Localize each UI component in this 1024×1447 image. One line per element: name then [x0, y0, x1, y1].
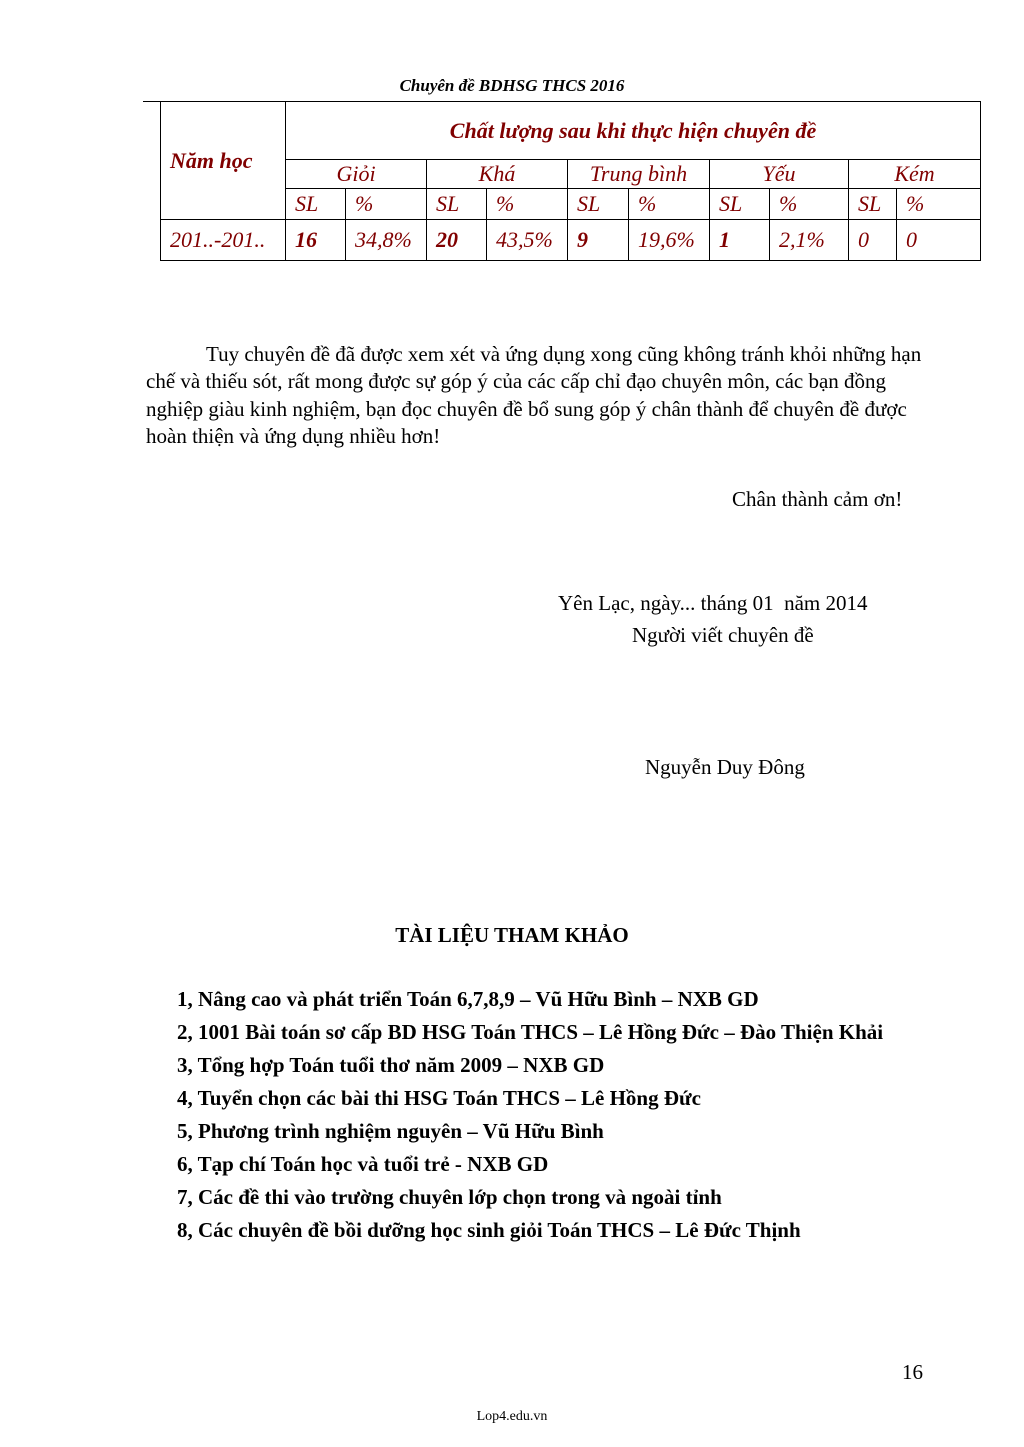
table-row: [161, 220, 981, 261]
reference-item: 2, 1001 Bài toán sơ cấp BD HSG Toán THCS – Lê Hồng Đức – Đào Thiện Khải: [177, 1020, 884, 1044]
category-header-yeu: Yếu: [710, 160, 849, 189]
author-signature-name: Nguyễn Duy Đông: [645, 755, 805, 779]
sub-header-sl: SL: [849, 189, 897, 220]
year-cell: 201..-201..: [161, 220, 286, 261]
category-header-gioi: Giỏi: [286, 160, 427, 189]
reference-item: 4, Tuyển chọn các bài thi HSG Toán THCS – Lê Hồng Đức: [177, 1086, 701, 1110]
sub-header-pct: %: [346, 189, 427, 220]
page-header-title: Chuyên đề BDHSG THCS 2016: [399, 76, 625, 95]
reference-item: 3, Tổng hợp Toán tuổi thơ năm 2009 – NXB GD: [177, 1053, 605, 1077]
category-header-kha: Khá: [427, 160, 568, 189]
year-column-header: Năm học: [161, 102, 286, 220]
sub-header-sl: SL: [710, 189, 770, 220]
reference-item: 6, Tạp chí Toán học và tuổi trẻ - NXB GD: [177, 1152, 549, 1176]
sub-header-pct: %: [770, 189, 849, 220]
page-number: 16: [902, 1360, 923, 1384]
sub-header-sl: SL: [427, 189, 487, 220]
gioi-sl-cell: 16: [286, 220, 346, 261]
yeu-sl-cell: 1: [710, 220, 770, 261]
thanks-line: Chân thành cảm ơn!: [732, 487, 903, 511]
trung-binh-pct-cell: 19,6%: [629, 220, 710, 261]
gioi-pct-cell: 34,8%: [346, 220, 427, 261]
category-header-trung-binh: Trung bình: [568, 160, 710, 189]
trung-binh-sl-cell: 9: [568, 220, 629, 261]
quality-table: [160, 101, 981, 261]
sub-header-sl: SL: [568, 189, 629, 220]
footer-site-label: Lop4.edu.vn: [476, 1409, 548, 1424]
sub-header-pct: %: [487, 189, 568, 220]
closing-paragraph: [146, 341, 936, 450]
kha-sl-cell: 20: [427, 220, 487, 261]
reference-item: 8, Các chuyên đề bồi dưỡng học sinh giỏi Toán THCS – Lê Đức Thịnh: [177, 1218, 801, 1242]
references-title: TÀI LIỆU THAM KHẢO: [395, 923, 629, 947]
category-header-kem: Kém: [849, 160, 981, 189]
place-date-line: Yên Lạc, ngày... tháng 01 năm 2014: [558, 591, 868, 615]
sub-header-sl: SL: [286, 189, 346, 220]
closing-paragraph-text: Tuy chuyên đề đã được xem xét và ứng dụng xong cũng không tránh khỏi những hạn chế và thiếu sót, rất mong được sự góp ý của các cấp chỉ đạo chuyên môn, các bạn đồng nghiệp giàu kinh nghiệm, bạn đọc chuyên đề bổ sung góp ý chân thành để chuyên đề được hoàn thiện và ứng dụng nhiều hơn!: [146, 342, 922, 448]
yeu-pct-cell: 2,1%: [770, 220, 849, 261]
kem-sl-cell: 0: [849, 220, 897, 261]
quality-group-header: Chất lượng sau khi thực hiện chuyên đề: [286, 102, 981, 160]
reference-item: 5, Phương trình nghiệm nguyên – Vũ Hữu Bình: [177, 1119, 604, 1143]
writer-label: Người viết chuyên đề: [632, 623, 814, 647]
kha-pct-cell: 43,5%: [487, 220, 568, 261]
kem-pct-cell: 0: [897, 220, 981, 261]
reference-item: 7, Các đề thi vào trường chuyên lớp chọn trong và ngoài tỉnh: [177, 1185, 722, 1209]
references-list: [177, 986, 917, 1250]
sub-header-pct: %: [897, 189, 981, 220]
sub-header-pct: %: [629, 189, 710, 220]
reference-item: 1, Nâng cao và phát triển Toán 6,7,8,9 – Vũ Hữu Bình – NXB GD: [177, 987, 759, 1011]
